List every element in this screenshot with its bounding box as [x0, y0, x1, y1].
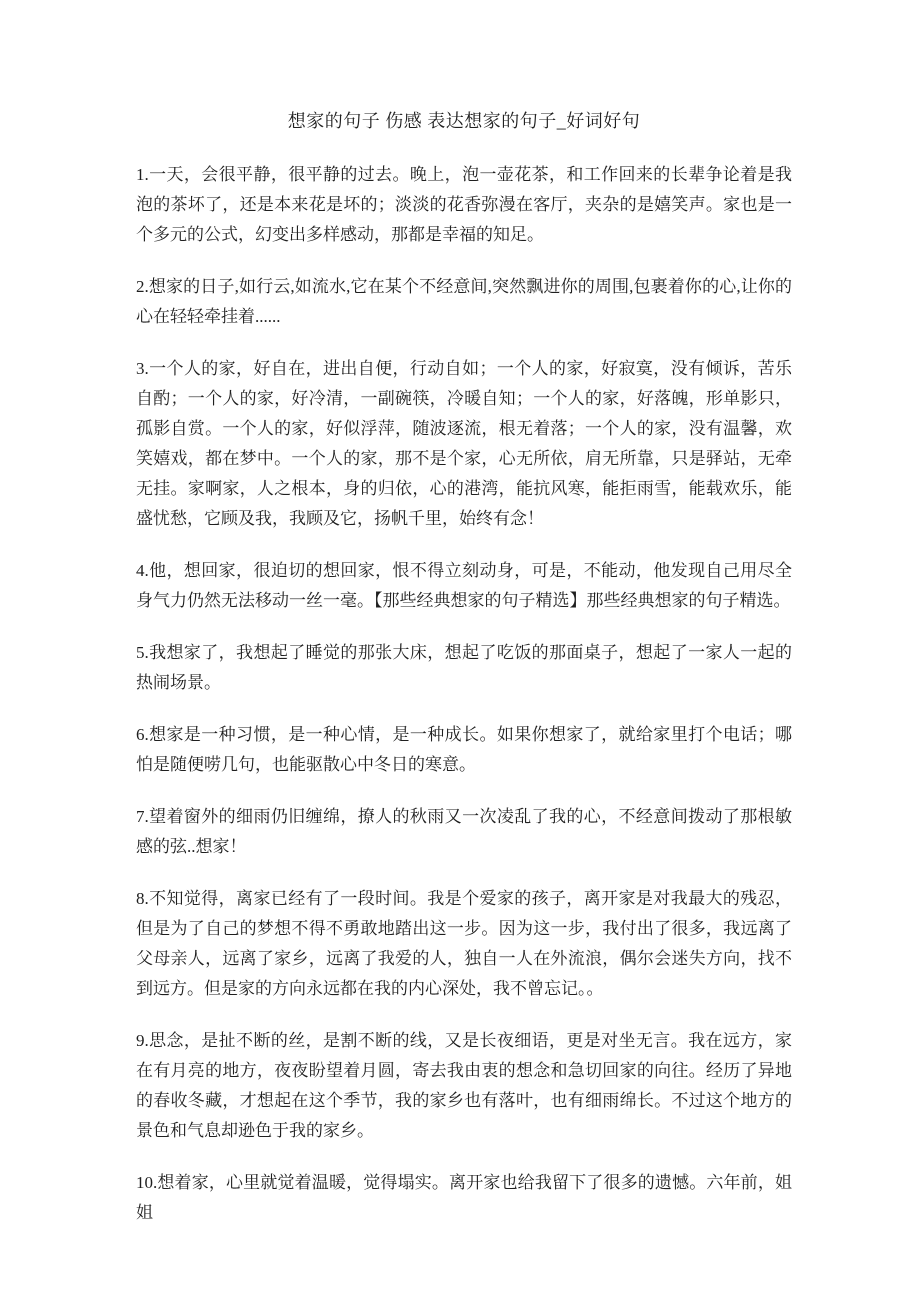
paragraph-5: 5.我想家了，我想起了睡觉的那张大床，想起了吃饭的那面桌子，想起了一家人一起的热闹场景。 — [136, 643, 792, 692]
paragraph-7: 7.望着窗外的细雨仍旧缠绵，撩人的秋雨又一次凌乱了我的心，不经意间拨动了那根敏感的弦..想家！ — [136, 807, 792, 856]
paragraph-10: 10.想着家，心里就觉着温暖，觉得塌实。离开家也给我留下了很多的遗憾。六年前，姐姐 — [136, 1173, 792, 1222]
paragraph-6: 6.想家是一种习惯，是一种心情，是一种成长。如果你想家了，就给家里打个电话；哪怕是随便唠几句，也能驱散心中冬日的寒意。 — [136, 725, 792, 774]
paragraph-2: 2.想家的日子,如行云,如流水,它在某个不经意间,突然飘进你的周围,包裹着你的心,让你的心在轻轻牵挂着...... — [136, 277, 792, 326]
document-title: 想家的句子 伤感 表达想家的句子_好词好句 — [287, 111, 641, 131]
paragraph-3: 3.一个人的家，好自在，进出自便，行动自如；一个人的家，好寂寞，没有倾诉，苦乐自酌；一个人的家，好冷清，一副碗筷，冷暖自知；一个人的家，好落魄，形单影只，孤影自赏。一个人的家，好似浮萍，随波逐流，根无着落；一个人的家，没有温馨，欢笑嬉戏，都在梦中。一个人的家，那不是个家，心无所依，肩无所靠，只是驿站，无牵无挂。家啊家，人之根本，身的归依，心的港湾，能抗风寒，能拒雨雪，能载欢乐，能盛忧愁，它顾及我，我顾及它，扬帆千里，始终有念！ — [136, 359, 792, 528]
paragraph-9: 9.思念，是扯不断的丝，是割不断的线，又是长夜细语，更是对坐无言。我在远方，家在有月亮的地方，夜夜盼望着月圆，寄去我由衷的想念和急切回家的向往。经历了异地的春收冬藏，才想起在这个季节，我的家乡也有落叶，也有细雨绵长。不过这个地方的景色和气息却逊色于我的家乡。 — [136, 1031, 792, 1140]
paragraph-8: 8.不知觉得，离家已经有了一段时间。我是个爱家的孩子，离开家是对我最大的残忍，但是为了自己的梦想不得不勇敢地踏出这一步。因为这一步，我付出了很多，我远离了父母亲人，远离了家乡，远离了我爱的人，独自一人在外流浪，偶尔会迷失方向，找不到远方。但是家的方向永远都在我的内心深处，我不曾忘记。。 — [136, 889, 792, 998]
paragraph-4: 4.他，想回家，很迫切的想回家，恨不得立刻动身，可是，不能动，他发现自己用尽全身气力仍然无法移动一丝一毫。【那些经典想家的句子精选】那些经典想家的句子精选。 — [136, 561, 792, 610]
paragraph-1: 1.一天，会很平静，很平静的过去。晚上，泡一壶花茶，和工作回来的长辈争论着是我泡的茶坏了，还是本来花是坏的；淡淡的花香弥漫在客厅，夹杂的是嬉笑声。家也是一个多元的公式，幻变出多样感动，那都是幸福的知足。 — [136, 165, 792, 244]
